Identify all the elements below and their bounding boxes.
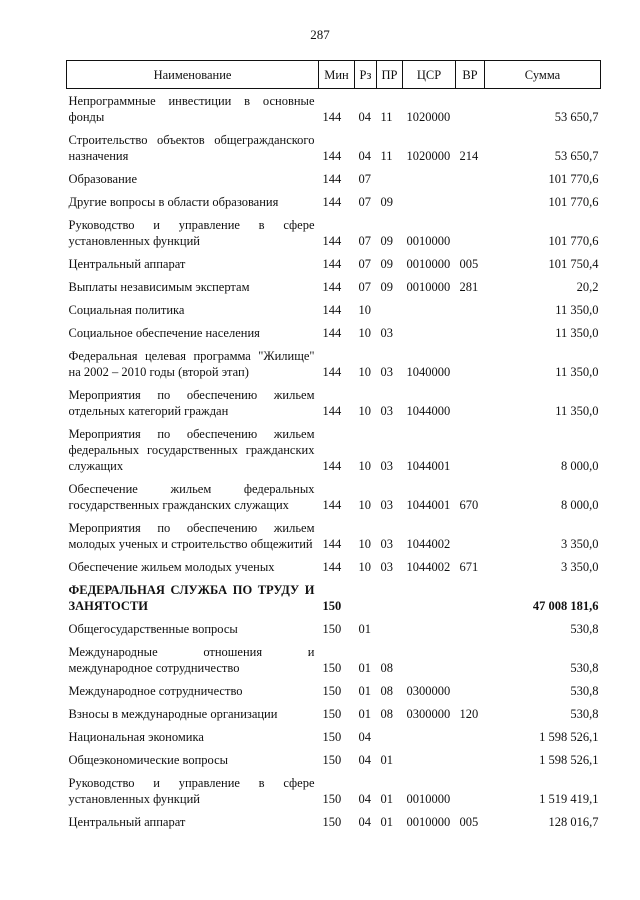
row-name: Мероприятия по обеспечению жильем отдельных категорий граждан	[68, 388, 315, 418]
row-sum: 530,8	[570, 622, 599, 636]
row-min: 150	[322, 661, 342, 675]
row-rz	[355, 578, 377, 617]
row-vr: 005	[459, 815, 479, 829]
row-rz: 10	[358, 560, 371, 574]
row-sum: 1 519 419,1	[539, 792, 599, 806]
row-pr: 03	[380, 404, 393, 418]
row-pr: 09	[380, 234, 393, 248]
table-row	[67, 213, 601, 252]
row-sum: 53 650,7	[554, 149, 599, 163]
row-name: Социальная политика	[68, 303, 185, 317]
row-pr	[377, 578, 403, 617]
row-min: 150	[322, 815, 342, 829]
row-sum: 53 650,7	[554, 110, 599, 124]
row-csr: 0010000	[406, 815, 451, 829]
row-name: Центральный аппарат	[68, 257, 186, 271]
row-vr	[456, 725, 485, 748]
row-csr: 1020000	[406, 149, 451, 163]
row-csr	[403, 167, 456, 190]
row-pr: 08	[380, 707, 393, 721]
header-name: Наименование	[67, 61, 319, 89]
row-name: Обеспечение жильем федеральных государственных гражданских служащих	[68, 482, 315, 512]
row-min: 144	[322, 110, 342, 124]
row-vr	[456, 679, 485, 702]
row-pr: 03	[380, 326, 393, 340]
row-sum: 20,2	[576, 280, 599, 294]
row-min: 144	[322, 172, 342, 186]
row-name: Строительство объектов общегражданского назначения	[68, 133, 315, 163]
row-sum: 530,8	[570, 707, 599, 721]
row-sum: 8 000,0	[561, 498, 599, 512]
row-vr	[456, 640, 485, 679]
row-csr	[403, 321, 456, 344]
row-rz: 01	[358, 622, 371, 636]
row-rz: 04	[358, 730, 371, 744]
row-vr	[456, 771, 485, 810]
page-number: 287	[310, 27, 330, 42]
table-row	[67, 555, 601, 578]
row-csr: 0300000	[406, 707, 451, 721]
row-vr: 671	[459, 560, 479, 574]
table-row	[67, 167, 601, 190]
row-vr	[456, 89, 485, 129]
row-pr: 03	[380, 498, 393, 512]
row-sum: 11 350,0	[555, 365, 599, 379]
row-min: 144	[322, 149, 342, 163]
row-rz: 04	[358, 815, 371, 829]
row-rz: 01	[358, 661, 371, 675]
table-row	[67, 477, 601, 516]
row-vr	[456, 344, 485, 383]
row-pr: 09	[380, 280, 393, 294]
row-min: 144	[322, 459, 342, 473]
row-csr: 1044002	[406, 537, 451, 551]
header-sum: Сумма	[485, 61, 601, 89]
row-vr	[456, 321, 485, 344]
row-csr	[403, 725, 456, 748]
row-sum: 101 750,4	[548, 257, 599, 271]
row-vr	[456, 298, 485, 321]
row-sum: 128 016,7	[548, 815, 599, 829]
row-csr: 1040000	[406, 365, 451, 379]
row-min: 150	[322, 622, 342, 636]
row-csr	[403, 617, 456, 640]
table-row	[67, 252, 601, 275]
row-rz: 01	[358, 684, 371, 698]
row-rz: 01	[358, 707, 371, 721]
row-min: 144	[322, 257, 342, 271]
table-row	[67, 422, 601, 477]
row-rz: 07	[358, 280, 371, 294]
table-row	[67, 128, 601, 167]
row-csr: 0010000	[406, 280, 451, 294]
table-row	[67, 617, 601, 640]
row-min: 144	[322, 537, 342, 551]
row-pr: 09	[380, 257, 393, 271]
row-name: Руководство и управление в сфере установленных функций	[68, 218, 315, 248]
row-rz: 10	[358, 537, 371, 551]
row-pr: 11	[380, 149, 393, 163]
row-pr: 11	[380, 110, 393, 124]
row-min: 150	[322, 707, 342, 721]
row-pr	[377, 725, 403, 748]
table-row	[67, 702, 601, 725]
row-sum: 11 350,0	[555, 326, 599, 340]
row-sum: 3 350,0	[561, 560, 599, 574]
row-sum: 101 770,6	[548, 234, 599, 248]
table-row	[67, 190, 601, 213]
row-min: 144	[322, 365, 342, 379]
row-pr: 01	[380, 792, 393, 806]
row-csr: 0010000	[406, 792, 451, 806]
row-vr	[456, 167, 485, 190]
table-body	[67, 89, 601, 834]
row-min: 150	[322, 753, 342, 767]
row-csr: 0010000	[406, 234, 451, 248]
row-min: 150	[322, 684, 342, 698]
row-sum: 101 770,6	[548, 172, 599, 186]
row-pr	[377, 167, 403, 190]
row-name: Международные отношения и международное сотрудничество	[68, 645, 315, 675]
row-rz: 04	[358, 753, 371, 767]
row-sum: 47 008 181,6	[532, 599, 599, 613]
row-pr: 08	[380, 661, 393, 675]
header-min: Мин	[319, 61, 355, 89]
header-pr: ПР	[377, 61, 403, 89]
row-min: 150	[322, 599, 342, 613]
row-name: Федеральная целевая программа "Жилище" на 2002 – 2010 годы (второй этап)	[68, 349, 315, 379]
row-min: 144	[322, 404, 342, 418]
row-name: Образование	[68, 172, 138, 186]
row-pr: 03	[380, 560, 393, 574]
budget-table	[66, 60, 601, 833]
row-name: Мероприятия по обеспечению жильем федеральных государственных гражданских служащих	[68, 427, 315, 473]
row-csr	[403, 640, 456, 679]
row-rz: 10	[358, 459, 371, 473]
row-name: ФЕДЕРАЛЬНАЯ СЛУЖБА ПО ТРУДУ И ЗАНЯТОСТИ	[68, 583, 315, 613]
row-name: Выплаты независимым экспертам	[68, 280, 250, 294]
row-name: Другие вопросы в области образования	[68, 195, 279, 209]
row-vr: 120	[459, 707, 479, 721]
row-sum: 11 350,0	[555, 303, 599, 317]
table-header-row	[67, 61, 601, 89]
header-csr: ЦСР	[403, 61, 456, 89]
table-row	[67, 516, 601, 555]
row-pr	[377, 298, 403, 321]
row-csr: 1044002	[406, 560, 451, 574]
row-pr	[377, 617, 403, 640]
table-row	[67, 679, 601, 702]
row-min: 144	[322, 326, 342, 340]
row-csr: 1044001	[406, 498, 451, 512]
row-sum: 530,8	[570, 661, 599, 675]
row-vr	[456, 190, 485, 213]
row-min: 144	[322, 560, 342, 574]
row-vr: 005	[459, 257, 479, 271]
row-csr	[403, 748, 456, 771]
table-row	[67, 344, 601, 383]
row-csr: 1020000	[406, 110, 451, 124]
row-rz: 10	[358, 303, 371, 317]
row-min: 144	[322, 234, 342, 248]
row-rz: 04	[358, 110, 371, 124]
row-name: Обеспечение жильем молодых ученых	[68, 560, 275, 574]
row-rz: 04	[358, 149, 371, 163]
row-sum: 1 598 526,1	[539, 753, 599, 767]
row-vr	[456, 213, 485, 252]
row-rz: 07	[358, 234, 371, 248]
row-csr	[403, 578, 456, 617]
row-csr: 1044001	[406, 459, 451, 473]
table-row	[67, 725, 601, 748]
table-row	[67, 640, 601, 679]
table-row	[67, 321, 601, 344]
row-pr: 03	[380, 459, 393, 473]
row-csr: 0300000	[406, 684, 451, 698]
row-pr: 09	[380, 195, 393, 209]
row-pr: 03	[380, 537, 393, 551]
row-name: Мероприятия по обеспечению жильем молодых ученых и строительство общежитий	[68, 521, 315, 551]
row-min: 144	[322, 303, 342, 317]
row-csr: 1044000	[406, 404, 451, 418]
row-name: Взносы в международные организации	[68, 707, 278, 721]
table-row	[67, 578, 601, 617]
table-row	[67, 383, 601, 422]
row-rz: 10	[358, 404, 371, 418]
row-sum: 530,8	[570, 684, 599, 698]
row-name: Руководство и управление в сфере установленных функций	[68, 776, 315, 806]
row-pr: 01	[380, 815, 393, 829]
row-rz: 04	[358, 792, 371, 806]
row-name: Национальная экономика	[68, 730, 204, 744]
row-pr: 03	[380, 365, 393, 379]
row-vr	[456, 578, 485, 617]
row-csr	[403, 298, 456, 321]
row-name: Непрограммные инвестиции в основные фонды	[68, 94, 315, 124]
row-rz: 10	[358, 326, 371, 340]
row-rz: 07	[358, 257, 371, 271]
row-rz: 07	[358, 172, 371, 186]
row-csr: 0010000	[406, 257, 451, 271]
table-row	[67, 275, 601, 298]
row-sum: 8 000,0	[561, 459, 599, 473]
table-row	[67, 748, 601, 771]
row-vr	[456, 748, 485, 771]
row-name: Общеэкономические вопросы	[68, 753, 229, 767]
row-min: 150	[322, 730, 342, 744]
header-rz: Рз	[355, 61, 377, 89]
row-rz: 07	[358, 195, 371, 209]
row-rz: 10	[358, 498, 371, 512]
row-name: Центральный аппарат	[68, 815, 186, 829]
row-pr: 01	[380, 753, 393, 767]
row-pr: 08	[380, 684, 393, 698]
row-sum: 3 350,0	[561, 537, 599, 551]
row-min: 144	[322, 195, 342, 209]
row-vr	[456, 516, 485, 555]
row-vr: 281	[459, 280, 479, 294]
row-min: 150	[322, 792, 342, 806]
row-min: 144	[322, 280, 342, 294]
table-row	[67, 89, 601, 129]
row-vr	[456, 617, 485, 640]
row-sum: 101 770,6	[548, 195, 599, 209]
row-vr: 670	[459, 498, 479, 512]
row-rz: 10	[358, 365, 371, 379]
row-min: 144	[322, 498, 342, 512]
table-row	[67, 771, 601, 810]
row-vr	[456, 422, 485, 477]
row-csr	[403, 190, 456, 213]
table-row	[67, 298, 601, 321]
row-name: Социальное обеспечение населения	[68, 326, 260, 340]
row-name: Общегосударственные вопросы	[68, 622, 238, 636]
header-vr: ВР	[456, 61, 485, 89]
row-vr	[456, 383, 485, 422]
row-sum: 11 350,0	[555, 404, 599, 418]
row-sum: 1 598 526,1	[539, 730, 599, 744]
row-name: Международное сотрудничество	[68, 684, 243, 698]
row-vr: 214	[459, 149, 479, 163]
table-row	[67, 810, 601, 833]
